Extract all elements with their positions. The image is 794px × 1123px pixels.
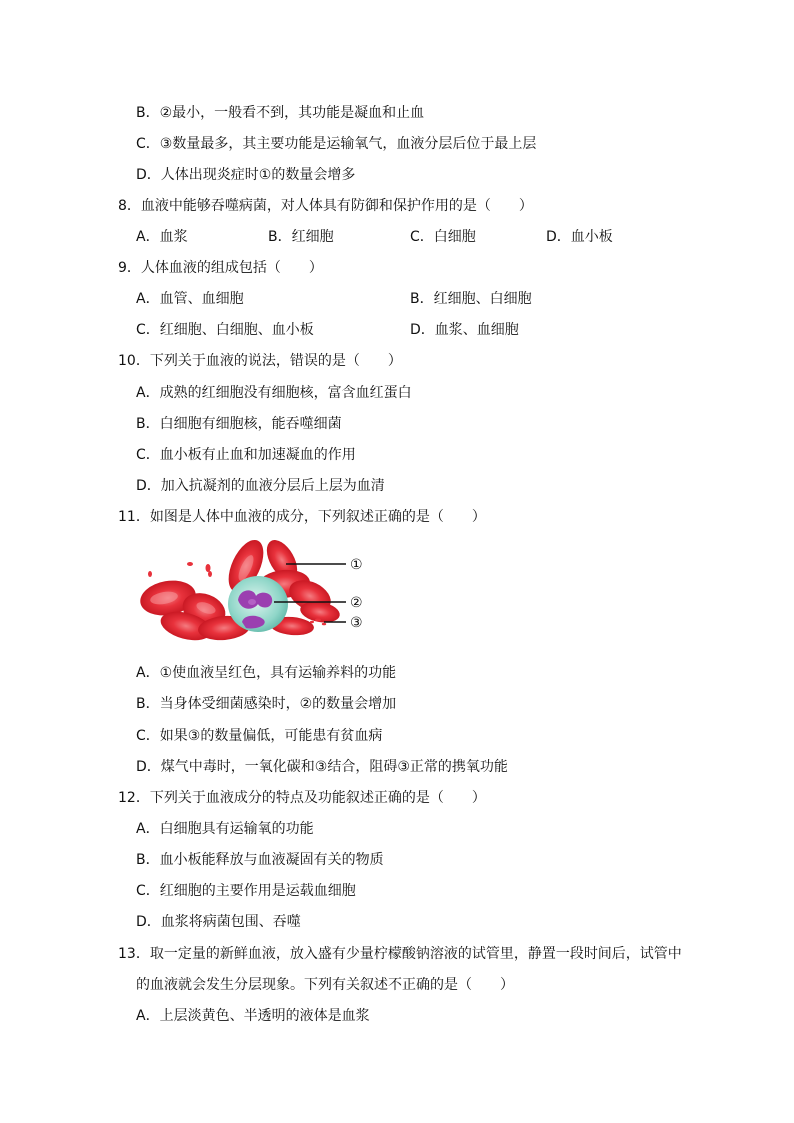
- q9-option-d: D．血浆、血细胞: [410, 322, 519, 338]
- blood-cells-figure: [134, 538, 384, 646]
- q10-option-b: B．白细胞有细胞核，能吞噬细菌: [136, 416, 342, 432]
- q11-option-b: B．当身体受细菌感染时，②的数量会增加: [136, 696, 397, 712]
- q7-option-d: D．人体出现炎症时①的数量会增多: [136, 167, 356, 183]
- q8-option-b: B．红细胞: [268, 229, 334, 245]
- q12-option-a: A．白细胞具有运输氧的功能: [136, 821, 314, 837]
- figure-label-3: ③: [350, 615, 363, 631]
- q12-option-b: B．血小板能释放与血液凝固有关的物质: [136, 852, 384, 868]
- q8-stem: 8．血液中能够吞噬病菌，对人体具有防御和保护作用的是（ ）: [118, 198, 533, 214]
- figure-label-1: ①: [350, 557, 363, 573]
- q10-option-a: A．成熟的红细胞没有细胞核，富含血红蛋白: [136, 385, 412, 401]
- q9-stem: 9．人体血液的组成包括（ ）: [118, 260, 323, 276]
- q9-option-a: A．血管、血细胞: [136, 291, 244, 307]
- q9-option-b: B．红细胞、白细胞: [410, 291, 532, 307]
- q9-option-c: C．红细胞、白细胞、血小板: [136, 322, 314, 338]
- q10-stem: 10．下列关于血液的说法，错误的是（ ）: [118, 353, 402, 369]
- q11-option-d: D．煤气中毒时，一氧化碳和③结合，阻碍③正常的携氧功能: [136, 759, 508, 775]
- q11-option-c: C．如果③的数量偏低，可能患有贫血病: [136, 728, 383, 744]
- q8-option-a: A．血浆: [136, 229, 188, 245]
- q13-stem-line-2: 的血液就会发生分层现象。下列有关叙述不正确的是（ ）: [136, 977, 514, 993]
- q11-option-a: A．①使血液呈红色，具有运输养料的功能: [136, 665, 397, 681]
- q12-option-c: C．红细胞的主要作用是运载血细胞: [136, 883, 356, 899]
- q8-option-c: C．白细胞: [410, 229, 476, 245]
- q7-option-c: C．③数量最多，其主要功能是运输氧气，血液分层后位于最上层: [136, 136, 537, 152]
- q10-option-d: D．加入抗凝剂的血液分层后上层为血清: [136, 478, 385, 494]
- figure-label-2: ②: [350, 595, 363, 611]
- white-blood-cell: [228, 576, 288, 632]
- q13-stem-line-1: 13．取一定量的新鲜血液，放入盛有少量柠檬酸钠溶液的试管里，静置一段时间后，试管中: [118, 946, 682, 962]
- q10-option-c: C．血小板有止血和加速凝血的作用: [136, 447, 356, 463]
- q11-stem: 11．如图是人体中血液的成分，下列叙述正确的是（ ）: [118, 509, 486, 525]
- q12-stem: 12．下列关于血液成分的特点及功能叙述正确的是（ ）: [118, 790, 486, 806]
- q7-option-b: B．②最小，一般看不到，其功能是凝血和止血: [136, 105, 425, 121]
- q8-option-d: D．血小板: [546, 229, 613, 245]
- q12-option-d: D．血浆将病菌包围、吞噬: [136, 914, 301, 930]
- q13-option-a: A．上层淡黄色、半透明的液体是血浆: [136, 1008, 370, 1024]
